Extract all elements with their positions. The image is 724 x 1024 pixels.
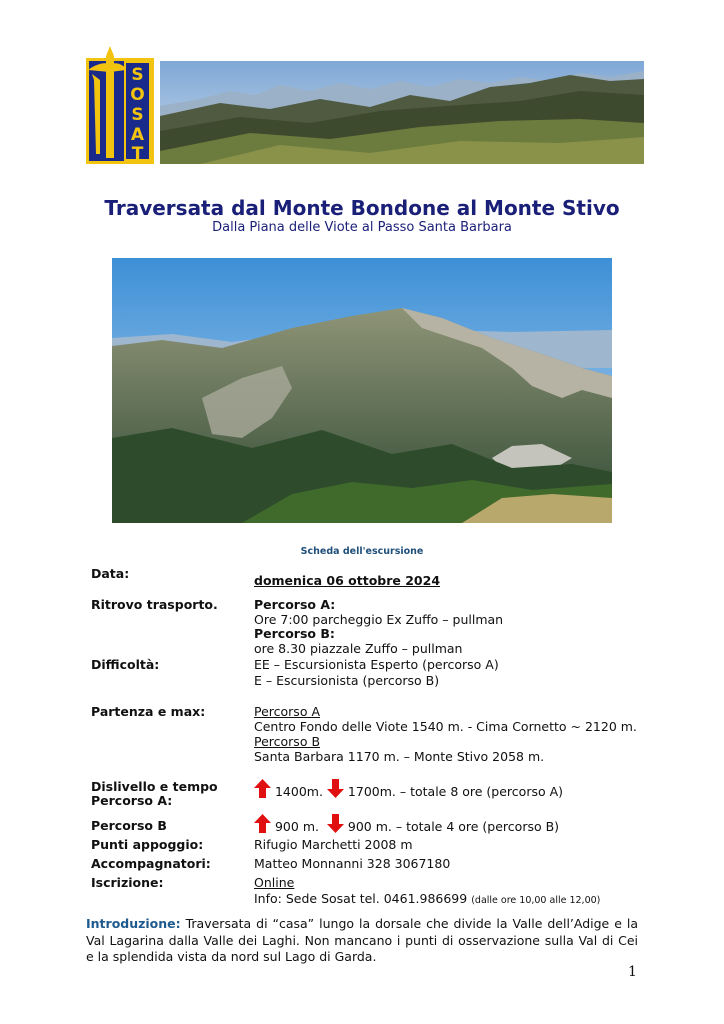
- intro-text: Traversata di “casa” lungo la dorsale che divide la Valle dell’Adige e la Val Lagarina dalla Valle dei Laghi. Non mancano i punti di osservazione sulla Val di Cei e la splendida vista da nord sul Lago di Garda.: [86, 916, 638, 964]
- svg-text:T: T: [131, 144, 144, 164]
- partenza-a-title: Percorso A: [254, 704, 320, 719]
- dislivello-b-up: 900 m.: [274, 819, 319, 834]
- percorso-b-label: Percorso B: [91, 818, 167, 833]
- iscrizione-info: [254, 891, 600, 906]
- partenza-b-title: Percorso B: [254, 734, 321, 749]
- difficolta-a: EE – Escursionista Esperto (percorso A): [254, 657, 499, 672]
- dislivello-b-row: [254, 814, 559, 834]
- arrow-up-icon: [254, 779, 271, 798]
- arrow-down-icon: [327, 779, 344, 798]
- dislivello-a-down: 1700m. – totale 8 ore (percorso A): [347, 784, 564, 799]
- punti-value: Rifugio Marchetti 2008 m: [254, 837, 413, 852]
- dislivello-b-down: 900 m. – totale 4 ore (percorso B): [347, 819, 560, 834]
- difficolta-label: Difficoltà:: [91, 657, 160, 672]
- ritrovo-b-text: ore 8.30 piazzale Zuffo – pullman: [254, 641, 463, 656]
- iscrizione-label: Iscrizione:: [91, 875, 164, 890]
- page-subtitle: Dalla Piana delle Viote al Passo Santa Barbara: [212, 220, 512, 235]
- punti-label: Punti appoggio:: [91, 837, 204, 852]
- data-value: domenica 06 ottobre 2024: [254, 573, 441, 588]
- difficolta-b: E – Escursionista (percorso B): [254, 673, 440, 688]
- introduction-paragraph: [86, 916, 638, 966]
- ritrovo-label: Ritrovo trasporto.: [91, 597, 218, 612]
- svg-text:O: O: [130, 85, 145, 105]
- dislivello-a-up: 1400m.: [274, 784, 323, 799]
- page-number: 1: [628, 964, 637, 980]
- intro-label: Introduzione:: [86, 916, 181, 931]
- iscrizione-online-link[interactable]: Online: [254, 875, 295, 890]
- ritrovo-a-text: Ore 7:00 parcheggio Ex Zuffo – pullman: [254, 612, 504, 627]
- svg-text:S: S: [131, 105, 144, 125]
- dislivello-a-row: [254, 779, 563, 799]
- arrow-up-icon: [254, 814, 271, 833]
- svg-text:A: A: [130, 125, 145, 145]
- page-title: Traversata dal Monte Bondone al Monte Stivo: [104, 196, 620, 220]
- iscrizione-hours: (dalle ore 10,00 alle 12,00): [471, 895, 601, 906]
- accompagnatori-value: Matteo Monnanni 328 3067180: [254, 856, 451, 871]
- partenza-b-text: Santa Barbara 1170 m. – Monte Stivo 2058 m.: [254, 749, 545, 764]
- mountain-banner-image: [160, 61, 644, 164]
- ritrovo-a-title: Percorso A:: [254, 597, 336, 612]
- arrow-down-icon: [327, 814, 344, 833]
- partenza-label: Partenza e max:: [91, 704, 206, 719]
- ritrovo-b-title: Percorso B:: [254, 626, 335, 641]
- dislivello-label: Dislivello e tempo: [91, 779, 218, 794]
- monte-stivo-photo: [112, 258, 612, 523]
- accompagnatori-label: Accompagnatori:: [91, 856, 211, 871]
- iscrizione-info-text: Info: Sede Sosat tel. 0461.986699: [254, 891, 468, 906]
- dislivello-percorso-a-label: Percorso A:: [91, 793, 173, 808]
- sheet-label: Scheda dell'escursione: [300, 546, 424, 557]
- svg-text:S: S: [131, 65, 144, 85]
- partenza-a-text: Centro Fondo delle Viote 1540 m. - Cima Cornetto ~ 2120 m.: [254, 719, 637, 734]
- sosat-logo: [86, 46, 154, 164]
- data-label: Data:: [91, 566, 130, 581]
